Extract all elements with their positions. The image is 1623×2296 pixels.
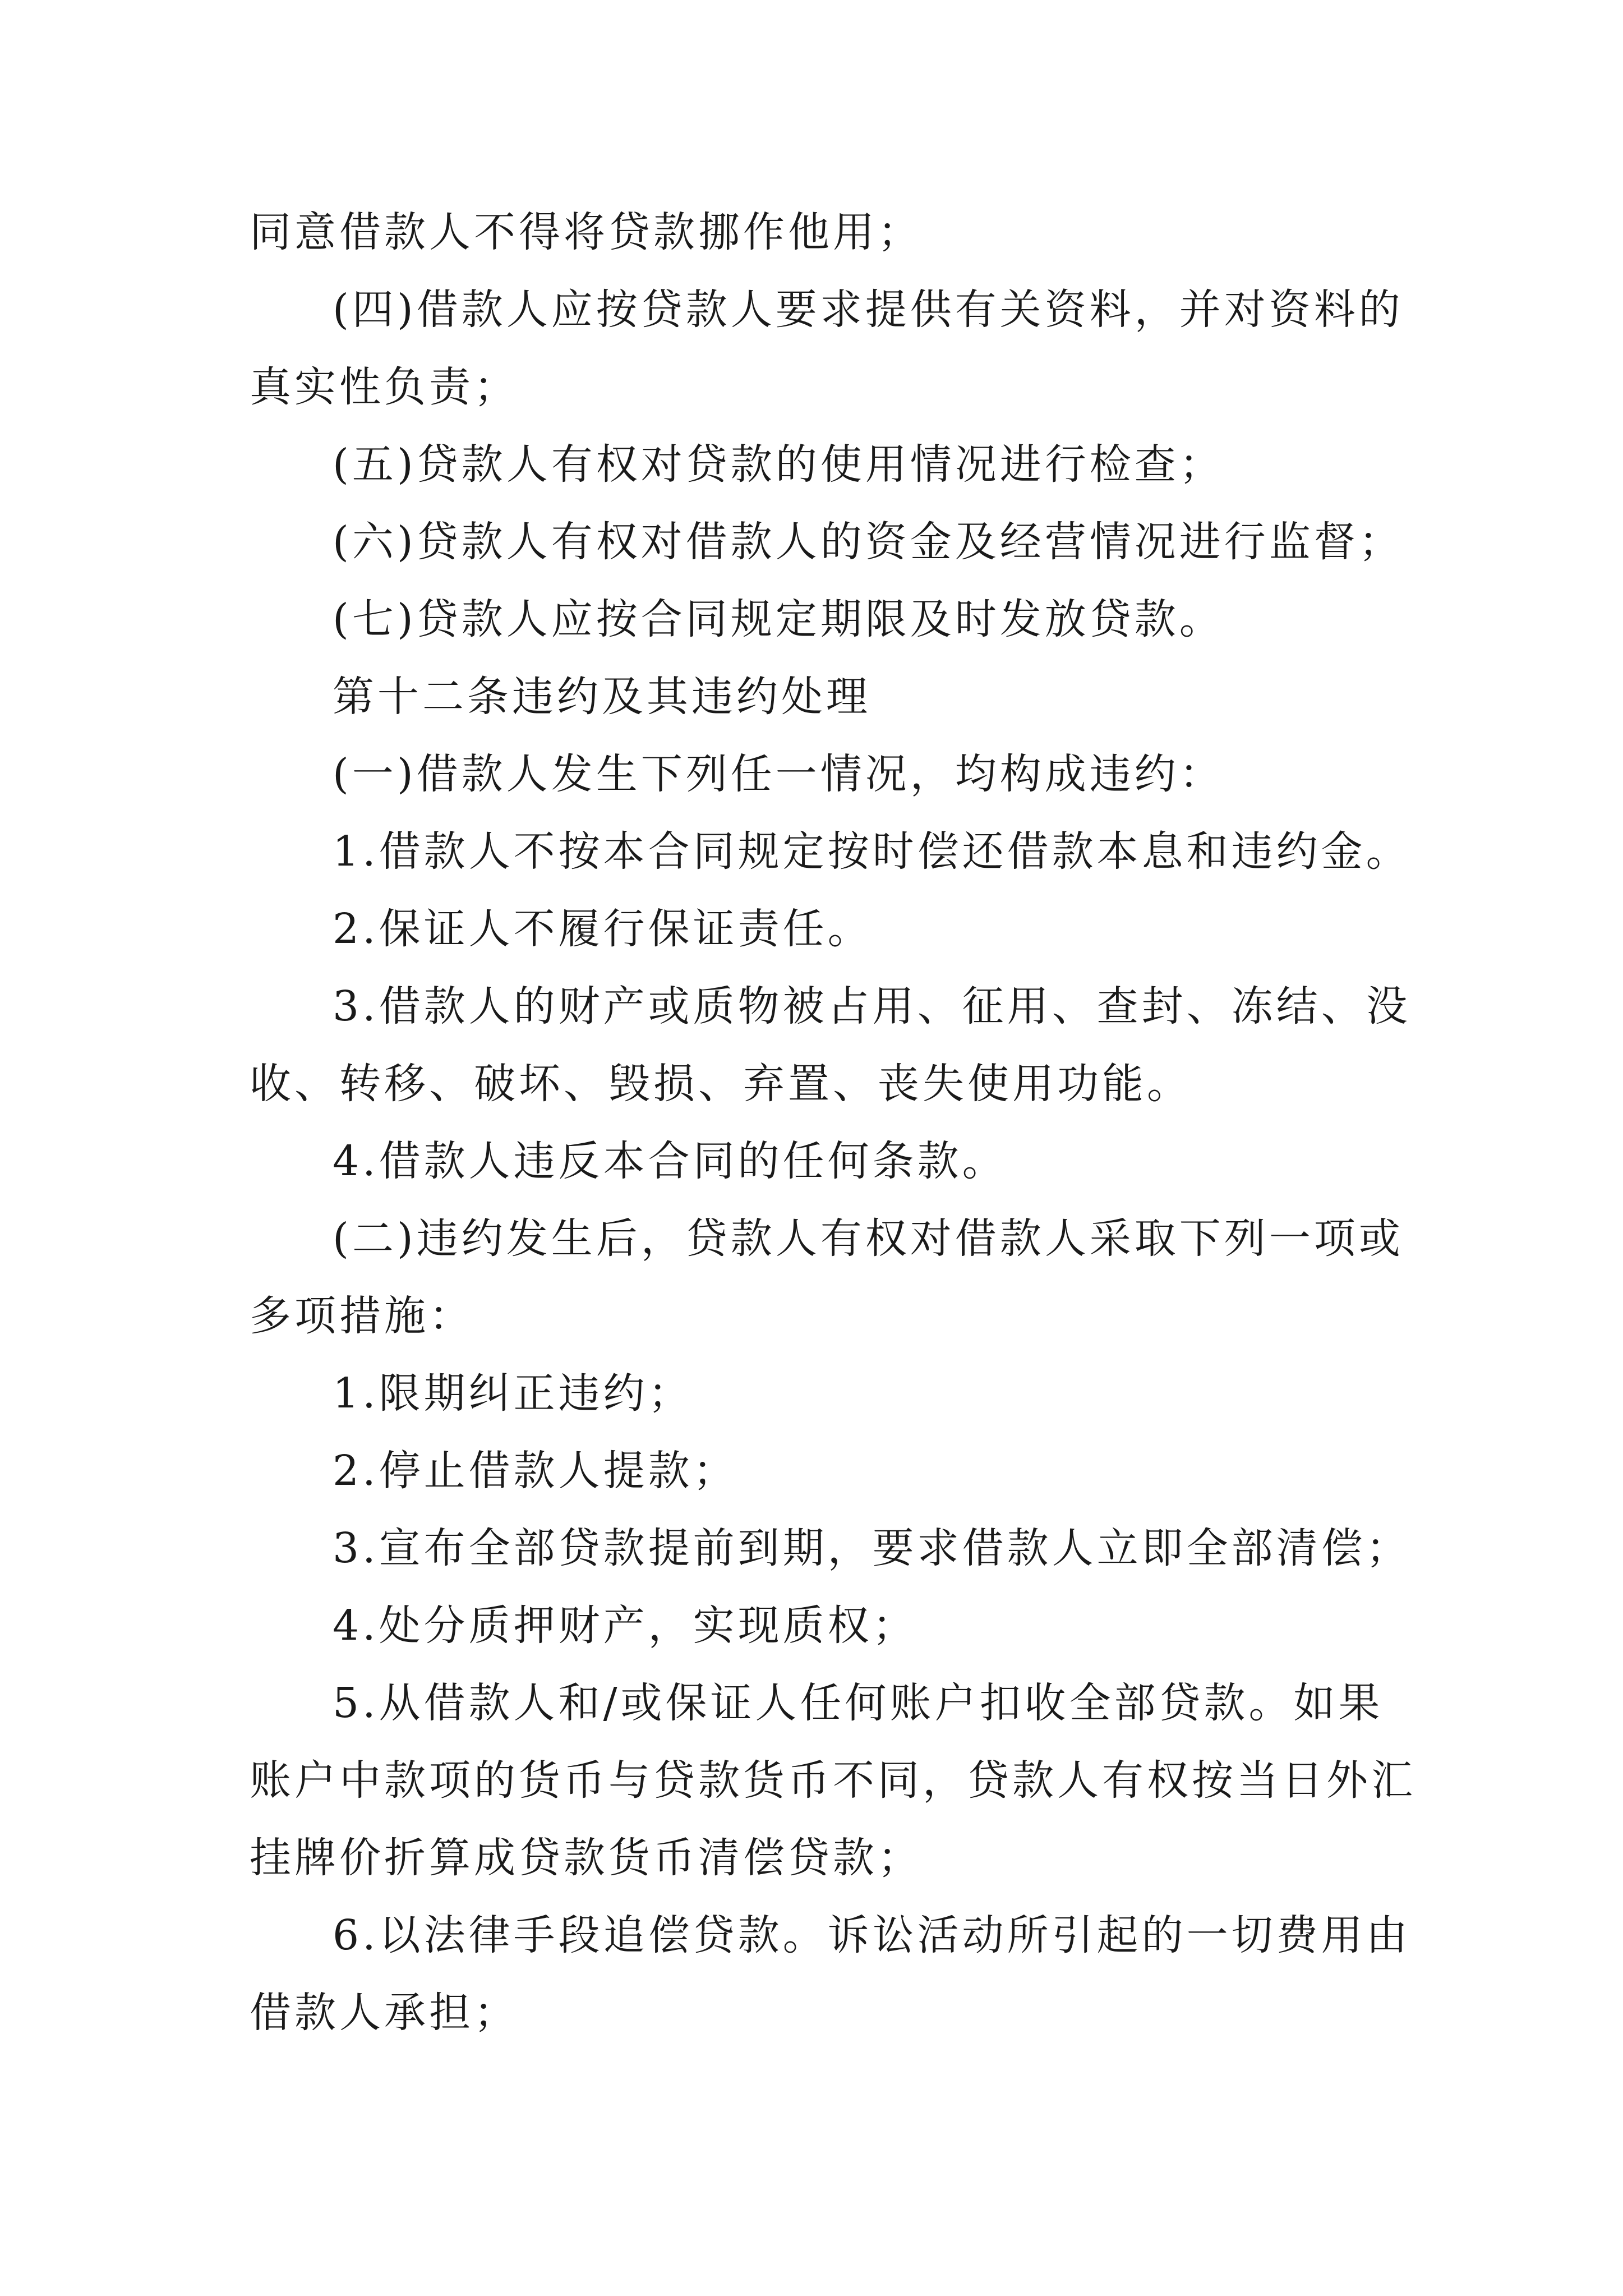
document-line: 借款人承担； bbox=[250, 1989, 519, 2037]
document-line: 第十二条违约及其违约处理 bbox=[333, 673, 871, 721]
document-line: 1.借款人不按本合同规定按时偿还借款本息和违约金。 bbox=[333, 827, 1411, 876]
document-line: 真实性负责； bbox=[250, 363, 519, 411]
document-line: 2.保证人不履行保证责任。 bbox=[333, 905, 873, 953]
document-line: 收、转移、破坏、毁损、弃置、丧失使用功能。 bbox=[250, 1060, 1192, 1108]
document-line: 6.以法律手段追偿贷款。诉讼活动所引起的一切费用由 bbox=[333, 1911, 1411, 1959]
document-line: 4.处分质押财产，实现质权； bbox=[333, 1602, 917, 1650]
document-line: (六)贷款人有权对借款人的资金及经营情况进行监督； bbox=[333, 518, 1404, 566]
document-line: 账户中款项的货币与贷款货币不同，贷款人有权按当日外汇 bbox=[250, 1756, 1416, 1805]
document-line: 5.从借款人和/或保证人任何账户扣收全部贷款。如果 bbox=[333, 1679, 1384, 1727]
document-line: 4.借款人违反本合同的任何条款。 bbox=[333, 1137, 1007, 1185]
document-line: 多项措施： bbox=[250, 1292, 474, 1340]
document-line: (二)违约发生后，贷款人有权对借款人采取下列一项或 bbox=[333, 1214, 1404, 1263]
document-body bbox=[250, 194, 1416, 2051]
document-line: 挂牌价折算成贷款货币清偿贷款； bbox=[250, 1834, 923, 1882]
document-line: (七)贷款人应按合同规定期限及时发放贷款。 bbox=[333, 595, 1224, 643]
document-line: 同意借款人不得将贷款挪作他用； bbox=[250, 208, 923, 256]
document-line: (四)借款人应按贷款人要求提供有关资料，并对资料的 bbox=[333, 286, 1404, 334]
document-line: 3.借款人的财产或质物被占用、征用、查封、冻结、没 bbox=[333, 982, 1411, 1030]
document-line: (五)贷款人有权对贷款的使用情况进行检查； bbox=[333, 440, 1224, 489]
document-line: (一)借款人发生下列任一情况，均构成违约： bbox=[333, 750, 1224, 798]
document-line: 1.限期纠正违约； bbox=[333, 1369, 693, 1418]
document-line: 3.宣布全部贷款提前到期，要求借款人立即全部清偿； bbox=[333, 1524, 1411, 1572]
document-line: 2.停止借款人提款； bbox=[333, 1447, 738, 1495]
